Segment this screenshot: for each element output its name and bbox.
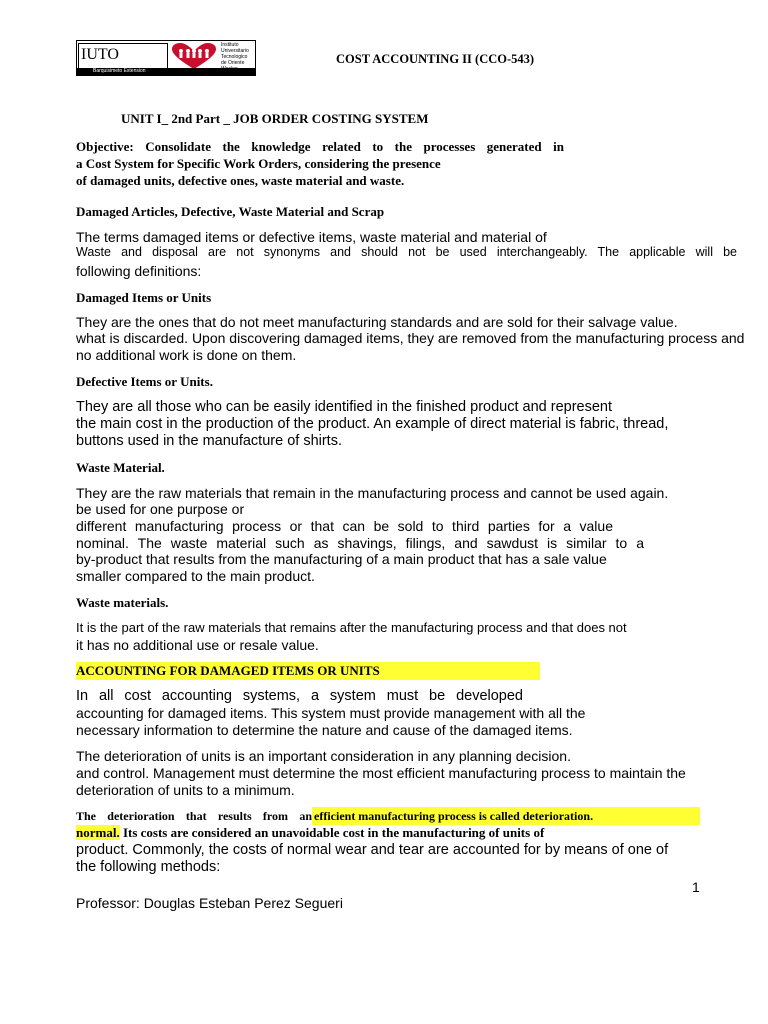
body-line: be used for one purpose or xyxy=(76,501,245,517)
body-line: it has no additional use or resale value. xyxy=(76,637,319,653)
institution-logo xyxy=(76,40,256,76)
course-title: COST ACCOUNTING II (CCO-543) xyxy=(336,52,535,66)
body-line: different manufacturing process or that can be sold to third parties for a value xyxy=(76,518,613,534)
body-line: The terms damaged items or defective items, waste material and material of xyxy=(76,229,547,245)
body-line: It is the part of the raw materials that remains after the manufacturing process and that does not xyxy=(76,620,627,635)
body-line: the main cost in the production of the product. An example of direct material is fabric, thread, xyxy=(76,416,669,432)
body-line: accounting for damaged items. This system must provide management with all the xyxy=(76,705,586,721)
hearts-emblem-icon xyxy=(169,42,219,70)
body-line: The deterioration of units is an important consideration in any planning decision. xyxy=(76,748,571,764)
section-heading: Damaged Items or Units xyxy=(76,290,212,305)
logo-subtitle: Barquisimeto Extension xyxy=(93,68,146,74)
page-number: 1 xyxy=(692,879,700,895)
section-heading: Defective Items or Units. xyxy=(76,374,213,389)
body-line: by-product that results from the manufacturing of a main product that has a sale value xyxy=(76,551,607,567)
section-heading: Waste materials. xyxy=(76,595,169,610)
body-line: deterioration of units to a minimum. xyxy=(76,782,295,798)
body-line: product. Commonly, the costs of normal wear and tear are accounted for by means of one of xyxy=(76,842,669,858)
section-heading: Damaged Articles, Defective, Waste Material and Scrap xyxy=(76,204,385,219)
body-line: necessary information to determine the nature and cause of the damaged items. xyxy=(76,722,573,738)
body-line: what is discarded. Upon discovering damaged items, they are removed from the manufacturing process and xyxy=(76,330,745,346)
objective-paragraph xyxy=(76,138,564,189)
body-line: smaller compared to the main product. xyxy=(76,568,315,584)
objective-line: Objective: Consolidate the knowledge related to the processes generated in xyxy=(76,139,564,154)
body-line: They are the ones that do not meet manufacturing standards and are sold for their salvage value. xyxy=(76,314,678,330)
mixed-highlight-line xyxy=(76,825,544,841)
logo-side-line: Tecnologico xyxy=(221,54,248,60)
body-line: In all cost accounting systems, a system must be developed xyxy=(76,688,523,704)
logo-side-line: Instituto xyxy=(221,42,239,48)
section-heading: Waste Material. xyxy=(76,460,165,475)
body-line: They are all those who can be easily identified in the finished product and represent xyxy=(76,399,613,415)
logo-side-line: de Oriente xyxy=(221,60,245,66)
body-line: Waste and disposal are not synonyms and should not be used interchangeably. The applicable will be xyxy=(76,245,737,259)
body-line-segment: The deterioration that results from an xyxy=(76,809,312,823)
logo-side-line: Universitario xyxy=(221,48,249,54)
body-line: following definitions: xyxy=(76,263,202,279)
body-line: nominal. The waste material such as shavings, filings, and sawdust is similar to a xyxy=(76,535,644,551)
body-line: buttons used in the manufacture of shirts. xyxy=(76,433,342,449)
logo-bottom-band xyxy=(77,68,255,75)
logo-text: IUTO xyxy=(81,46,119,63)
body-line: and control. Management must determine the most efficient manufacturing process to maintain the xyxy=(76,765,686,781)
objective-line: a Cost System for Specific Work Orders, considering the presence xyxy=(76,156,441,171)
body-line-segment: Its costs are considered an unavoidable cost in the manufacturing of units of xyxy=(119,825,545,840)
logo-frame xyxy=(78,43,168,69)
highlighted-text: efficient manufacturing process is called deterioration. xyxy=(312,807,700,825)
body-line: the following methods: xyxy=(76,859,221,875)
highlighted-section-heading: ACCOUNTING FOR DAMAGED ITEMS OR UNITS xyxy=(76,662,540,680)
body-line: no additional work is done on them. xyxy=(76,347,297,363)
body-line: They are the raw materials that remain in the manufacturing process and cannot be used again. xyxy=(76,485,669,501)
highlighted-text: normal. xyxy=(76,825,120,840)
unit-title: UNIT I_ 2nd Part _ JOB ORDER COSTING SYSTEM xyxy=(121,111,429,126)
objective-line: of damaged units, defective ones, waste material and waste. xyxy=(76,173,405,188)
mixed-highlight-line xyxy=(76,807,700,825)
professor-footer: Professor: Douglas Esteban Perez Segueri xyxy=(76,895,343,911)
